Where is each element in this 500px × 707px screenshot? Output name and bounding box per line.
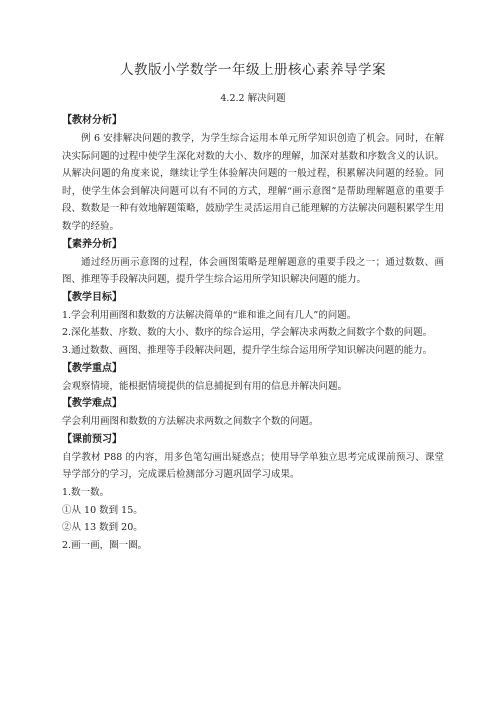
teaching-goal-item: 3.通过数数、画图、推理等手段解决问题，提升学生综合运用所学知识解决问题的能力。 [62, 344, 433, 356]
literacy-analysis-text: 通过经历画示意图的过程，体会画图策略是理解题意的重要手段之一；通过数数、画图、推理等手段解决问题，提升学生综合运用所学知识解决问题的能力。 [62, 256, 444, 286]
preview-item: 2.画一画，圈一圈。 [62, 539, 148, 551]
heading-material-analysis: 【教材分析】 [62, 115, 122, 126]
lesson-subtitle: 4.2.2 解决问题 [220, 93, 286, 104]
preview-item: 1.数一数。 [62, 486, 110, 498]
teaching-goal-item: 1.学会利用画图和数数的方法解决简单的“谁和谁之间有几人”的问题。 [62, 309, 357, 321]
heading-teaching-key: 【教学重点】 [62, 362, 122, 374]
preview-item: ①从 10 数到 15。 [62, 504, 143, 516]
material-analysis-text: 例 6 安排解决问题的教学，为学生综合运用本单元所学知识创造了机会。同时，在解决实际问题的过程中使学生深化对数的大小、数序的理解，加深对基数和序数含义的认识。从解决问题的角度来说，继续让学生体验解决问题的一般过程，积累解决问题的经验。同时，使学生体会到解决问题可以有不同的方式，理解“画示意图”是帮助理解题意的重要手段、数数是一种有效地解题策略，鼓励学生灵活运用自己能理解的方法解决问题积累学生用数学的经验。 [62, 133, 444, 232]
teaching-key-text: 会观察情境，能根据情境提供的信息捕捉到有用的信息并解决问题。 [62, 380, 348, 392]
heading-teaching-goals: 【教学目标】 [62, 291, 122, 303]
heading-literacy-analysis: 【素养分析】 [62, 238, 122, 250]
teaching-goal-item: 2.深化基数、序数、数的大小、数序的综合运用，学会解决求两数之间数字个数的问题。 [62, 327, 433, 339]
heading-preview: 【课前预习】 [62, 433, 122, 445]
heading-teaching-difficulty: 【教学难点】 [62, 398, 122, 410]
teaching-difficulty-text: 学会利用画图和数数的方法解决求两数之间数字个数的问题。 [62, 416, 319, 428]
page-title: 人教版小学数学一年级上册核心素养导学案 [120, 62, 386, 78]
preview-item: ②从 13 数到 20。 [62, 522, 143, 534]
preview-text: 自学教材 P88 的内容，用多色笔勾画出疑惑点；使用导学单独立思考完成课前预习、课堂导学部分的学习，完成课后检测部分习题巩固学习成果。 [62, 451, 444, 481]
